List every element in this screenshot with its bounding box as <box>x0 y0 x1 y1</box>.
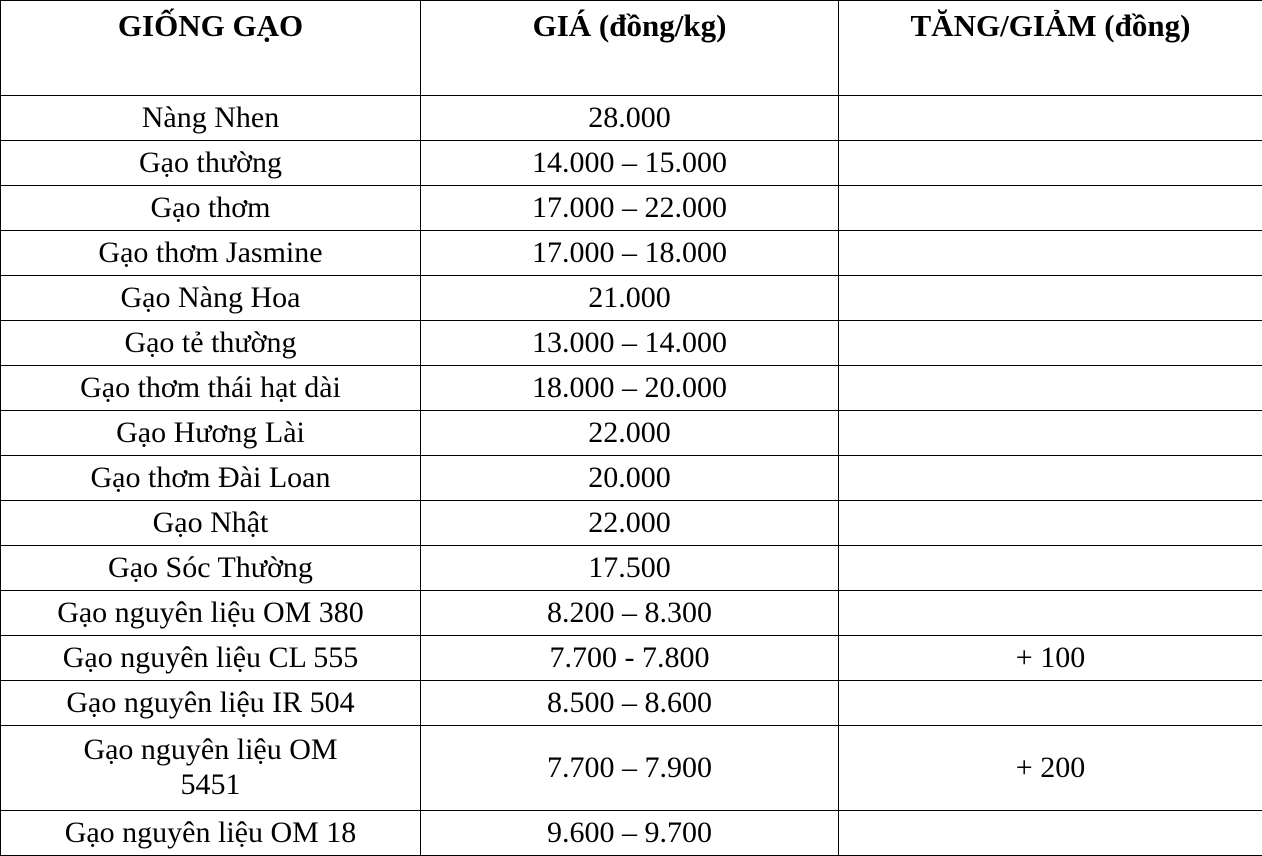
cell-rice-variety: Nàng Nhen <box>1 96 421 141</box>
cell-rice-variety: Gạo thơm Jasmine <box>1 231 421 276</box>
cell-rice-variety <box>1 726 421 811</box>
cell-price: 7.700 - 7.800 <box>421 636 839 681</box>
table-row <box>1 411 1262 456</box>
cell-change <box>839 411 1262 456</box>
cell-price: 18.000 – 20.000 <box>421 366 839 411</box>
cell-rice-variety-line1: Gạo nguyên liệu OM <box>5 733 416 768</box>
table-row <box>1 186 1262 231</box>
column-header-price: GIÁ (đồng/kg) <box>421 1 839 96</box>
cell-price: 9.600 – 9.700 <box>421 811 839 856</box>
cell-rice-variety: Gạo Nhật <box>1 501 421 546</box>
cell-rice-variety-line2: 5451 <box>5 768 416 803</box>
table-row <box>1 546 1262 591</box>
cell-change <box>839 276 1262 321</box>
cell-change <box>839 366 1262 411</box>
cell-price: 28.000 <box>421 96 839 141</box>
table-row <box>1 456 1262 501</box>
cell-price: 13.000 – 14.000 <box>421 321 839 366</box>
cell-change <box>839 96 1262 141</box>
table-row <box>1 636 1262 681</box>
cell-change <box>839 811 1262 856</box>
cell-rice-variety: Gạo Hương Lài <box>1 411 421 456</box>
table-row <box>1 321 1262 366</box>
table-row <box>1 96 1262 141</box>
table-row <box>1 811 1262 856</box>
cell-rice-variety: Gạo thường <box>1 141 421 186</box>
cell-price: 17.000 – 22.000 <box>421 186 839 231</box>
cell-price: 17.500 <box>421 546 839 591</box>
column-header-rice-variety: GIỐNG GẠO <box>1 1 421 96</box>
cell-price: 22.000 <box>421 501 839 546</box>
cell-price: 8.200 – 8.300 <box>421 591 839 636</box>
cell-rice-variety: Gạo thơm thái hạt dài <box>1 366 421 411</box>
cell-price: 22.000 <box>421 411 839 456</box>
cell-change <box>839 456 1262 501</box>
cell-rice-variety: Gạo Nàng Hoa <box>1 276 421 321</box>
cell-rice-variety: Gạo nguyên liệu OM 18 <box>1 811 421 856</box>
table-row <box>1 231 1262 276</box>
cell-price: 20.000 <box>421 456 839 501</box>
cell-price: 21.000 <box>421 276 839 321</box>
cell-change <box>839 546 1262 591</box>
cell-change: + 200 <box>839 726 1262 811</box>
cell-change: + 100 <box>839 636 1262 681</box>
cell-price: 14.000 – 15.000 <box>421 141 839 186</box>
cell-rice-variety: Gạo nguyên liệu IR 504 <box>1 681 421 726</box>
cell-change <box>839 186 1262 231</box>
cell-rice-variety: Gạo thơm <box>1 186 421 231</box>
cell-price: 17.000 – 18.000 <box>421 231 839 276</box>
cell-change <box>839 321 1262 366</box>
cell-rice-variety: Gạo nguyên liệu CL 555 <box>1 636 421 681</box>
table-row <box>1 726 1262 811</box>
cell-rice-variety: Gạo tẻ thường <box>1 321 421 366</box>
cell-change <box>839 141 1262 186</box>
cell-change <box>839 501 1262 546</box>
table-row <box>1 276 1262 321</box>
table-row <box>1 681 1262 726</box>
table-header <box>1 1 1262 96</box>
cell-price: 7.700 – 7.900 <box>421 726 839 811</box>
cell-change <box>839 681 1262 726</box>
cell-rice-variety: Gạo nguyên liệu OM 380 <box>1 591 421 636</box>
table-row <box>1 501 1262 546</box>
cell-rice-variety: Gạo thơm Đài Loan <box>1 456 421 501</box>
cell-rice-variety: Gạo Sóc Thường <box>1 546 421 591</box>
column-header-change: TĂNG/GIẢM (đồng) <box>839 1 1262 96</box>
cell-change <box>839 591 1262 636</box>
table-row <box>1 141 1262 186</box>
table-body <box>1 96 1262 856</box>
table-header-row <box>1 1 1262 96</box>
cell-change <box>839 231 1262 276</box>
table-row <box>1 366 1262 411</box>
cell-price: 8.500 – 8.600 <box>421 681 839 726</box>
table-row <box>1 591 1262 636</box>
